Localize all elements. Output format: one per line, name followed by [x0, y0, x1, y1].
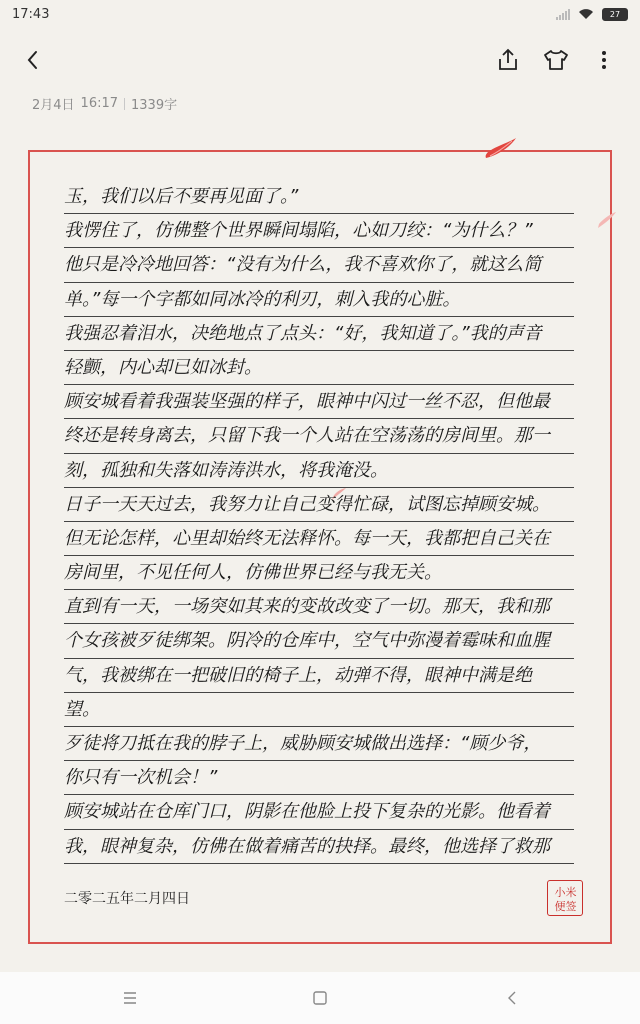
share-icon — [494, 46, 522, 74]
note-line: 刻，孤独和失落如涛涛洪水，将我淹没。 — [64, 454, 574, 488]
battery-level: 27 — [609, 9, 621, 19]
menu-icon — [120, 990, 140, 1006]
note-line: 你只有一次机会！” — [64, 761, 574, 795]
note-body[interactable] — [64, 180, 574, 864]
note-line: 我，眼神复杂，仿佛在做着痛苦的抉择。最终，他选择了救那 — [64, 830, 574, 864]
note-line: 顾安城看着我强装坚强的样子，眼神中闪过一丝不忍，但他最 — [64, 385, 574, 419]
word-count: 1339字 — [131, 98, 178, 113]
back-triangle-icon — [502, 988, 522, 1008]
wifi-icon — [578, 8, 594, 20]
note-meta — [32, 94, 177, 113]
home-button[interactable] — [312, 990, 328, 1006]
tshirt-icon — [541, 46, 571, 74]
share-button[interactable] — [494, 46, 522, 74]
theme-button[interactable] — [541, 46, 571, 74]
note-date: 2月4日 — [32, 98, 75, 113]
note-line: 气，我被绑在一把破旧的椅子上，动弹不得，眼神中满是绝 — [64, 659, 574, 693]
note-line: 玉，我们以后不要再见面了。” — [64, 180, 574, 214]
note-line: 歹徒将刀抵在我的脖子上，威胁顾安城做出选择：“顾少爷， — [64, 727, 574, 761]
note-line: 日子一天天过去，我努力让自己变得忙碌，试图忘掉顾安城。 — [64, 488, 574, 522]
system-nav-bar — [0, 972, 640, 1024]
note-time: 16:17 — [80, 96, 119, 111]
meta-divider — [124, 98, 125, 110]
chevron-left-icon — [20, 46, 48, 74]
note-line: 直到有一天，一场突如其来的变故改变了一切。那天，我和那 — [64, 590, 574, 624]
system-back-button[interactable] — [502, 988, 522, 1008]
note-line: 但无论怎样，心里却始终无法释怀。每一天，我都把自己关在 — [64, 522, 574, 556]
petal-decoration — [596, 210, 618, 230]
back-button[interactable] — [20, 46, 48, 74]
note-line: 我强忍着泪水，决绝地点了点头：“好，我知道了。”我的声音 — [64, 317, 574, 351]
status-time: 17:43 — [12, 6, 50, 22]
note-line: 个女孩被歹徒绑架。阴冷的仓库中，空气中弥漫着霉味和血腥 — [64, 624, 574, 658]
more-vertical-icon — [592, 46, 616, 74]
note-line: 终还是转身离去，只留下我一个人站在空荡荡的房间里。那一 — [64, 419, 574, 453]
svg-text:小米: 小米 — [554, 886, 576, 899]
note-toolbar — [0, 40, 640, 80]
signature-date: 二零二五年二月四日 — [64, 891, 190, 907]
status-icons — [556, 8, 628, 21]
note-line: 轻颤，内心却已如冰封。 — [64, 351, 574, 385]
more-button[interactable] — [592, 46, 616, 74]
note-line: 我愣住了，仿佛整个世界瞬间塌陷，心如刀绞：“为什么？” — [64, 214, 574, 248]
note-line: 他只是冷冷地回答：“没有为什么，我不喜欢你了，就这么简 — [64, 248, 574, 282]
note-line: 望。 — [64, 693, 574, 727]
status-bar — [0, 0, 640, 28]
petal-decoration — [484, 136, 518, 162]
note-line: 顾安城站在仓库门口，阴影在他脸上投下复杂的光影。他看着 — [64, 795, 574, 829]
recent-apps-button[interactable] — [120, 990, 140, 1006]
svg-text:便签: 便签 — [554, 900, 576, 913]
note-line: 单。”每一个字都如同冰冷的利刃，刺入我的心脏。 — [64, 283, 574, 317]
note-line: 房间里，不见任何人，仿佛世界已经与我无关。 — [64, 556, 574, 590]
home-square-icon — [312, 990, 328, 1006]
seal-mark — [549, 882, 582, 915]
seal-stamp — [547, 880, 583, 916]
signal-icon — [556, 8, 570, 20]
battery-icon — [602, 8, 628, 21]
